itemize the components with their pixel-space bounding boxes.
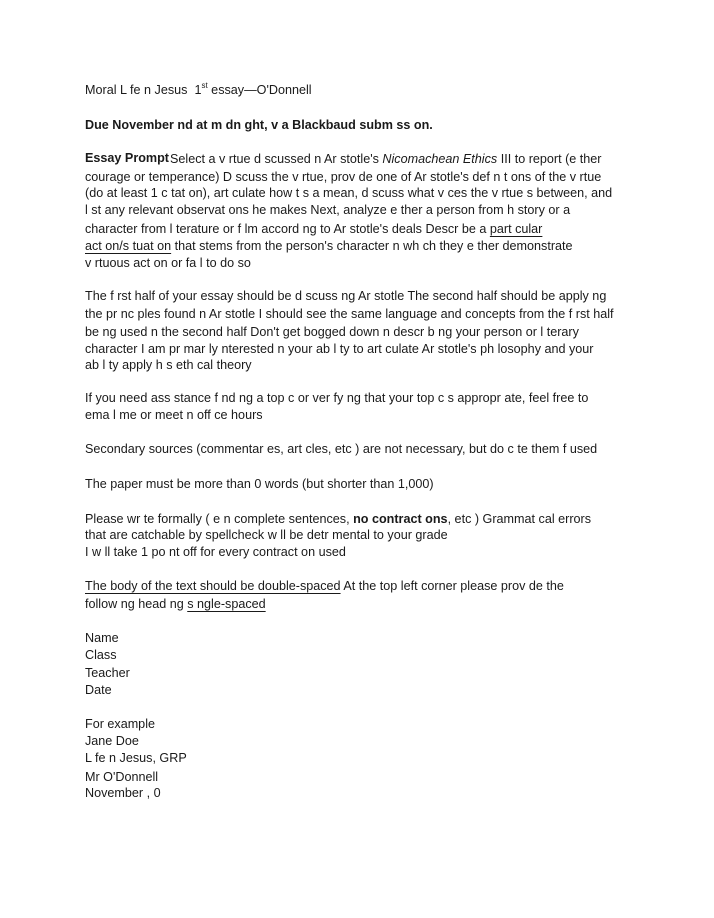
underlined-particular: part cular — [489, 222, 543, 236]
prompt-line-3: (do at least 1 c tat on), art culate how t s a mean, d scuss what v ces the v rtue s between, and — [85, 186, 613, 200]
essay-number-suffix: st — [201, 81, 208, 90]
prompt-line-5: character from l terature or f lm accord ng to Ar stotle's deals Descr be a part cular — [85, 222, 543, 236]
prompt-line-1: Select a v rtue d scussed n Ar stotle's Nicomachean Ethics III to report (e ther — [170, 152, 602, 166]
underlined-single-spaced: s ngle-spaced — [187, 597, 266, 611]
para4-line: Secondary sources (commentar es, art cles, etc ) are not necessary, but do c te them f used — [85, 442, 598, 456]
prompt-line-7: v rtuous act on or fa l to do so — [85, 256, 251, 270]
due-date: Due November nd at m dn ght, v a Blackbaud subm ss on. — [85, 118, 433, 132]
prompt-label: Essay Prompt — [85, 151, 169, 165]
example-label: For example — [85, 717, 155, 731]
field-name: Name — [85, 631, 119, 645]
para2-line-5: ab l ty apply h s eth cal theory — [85, 358, 252, 372]
para2-line-2: the pr nc ples found n Ar stotle I should see the same language and concepts from the f rst half — [85, 307, 614, 321]
para6-line-3: I w ll take 1 po nt off for every contract on used — [85, 545, 346, 559]
prompt-line-6: act on/s tuat on that stems from the person's character n wh ch they e ther demonstrate — [85, 239, 573, 253]
example-class: L fe n Jesus, GRP — [85, 751, 187, 765]
underlined-action-situation: act on/s tuat on — [85, 239, 172, 253]
field-date: Date — [85, 683, 112, 697]
example-teacher: Mr O'Donnell — [85, 770, 159, 784]
example-name: Jane Doe — [85, 734, 139, 748]
essay-number: 1 — [194, 83, 202, 97]
para3-line-2: ema l me or meet n off ce hours — [85, 408, 263, 422]
para2-line-1: The f rst half of your essay should be d scuss ng Ar stotle The second half should be apply ng — [85, 289, 607, 303]
title-rest: essay—O'Donnell — [207, 83, 312, 97]
para7-line-2: follow ng head ng s ngle-spaced — [85, 597, 266, 611]
document-title — [85, 82, 312, 99]
book-title: Nicomachean Ethics — [382, 152, 498, 166]
example-date: November , 0 — [85, 786, 161, 800]
para6-line-2: that are catchable by spellcheck w ll be detr mental to your grade — [85, 528, 448, 542]
prompt-line-2: courage or temperance) D scuss the v rtue, prov de one of Ar stotle's def n t ons of the v rtue — [85, 170, 602, 184]
prompt-line-4: l st any relevant observat ons he makes Next, analyze e ther a person from h story or a — [85, 203, 571, 217]
para5-line: The paper must be more than 0 words (but shorter than 1,000) — [85, 477, 434, 491]
underlined-double-spaced: The body of the text should be double-spaced — [85, 579, 341, 593]
field-class: Class — [85, 648, 117, 662]
para2-line-3: be ng used n the second half Don't get bogged down n descr b ng your person or l terary — [85, 325, 579, 339]
para3-line-1: If you need ass stance f nd ng a top c or ver fy ng that your top c s appropr ate, feel free to — [85, 391, 589, 405]
course-name: Moral L fe n Jesus — [85, 83, 188, 97]
para7-line-1: The body of the text should be double-spaced At the top left corner please prov de the — [85, 579, 564, 593]
bold-no-contractions: no contract ons — [353, 512, 448, 526]
field-teacher: Teacher — [85, 666, 130, 680]
para2-line-4: character I am pr mar ly nterested n your ab l ty to art culate Ar stotle's ph losophy and your — [85, 342, 594, 356]
para6-line-1: Please wr te formally ( e n complete sentences, no contract ons, etc ) Grammat cal errors — [85, 512, 592, 526]
